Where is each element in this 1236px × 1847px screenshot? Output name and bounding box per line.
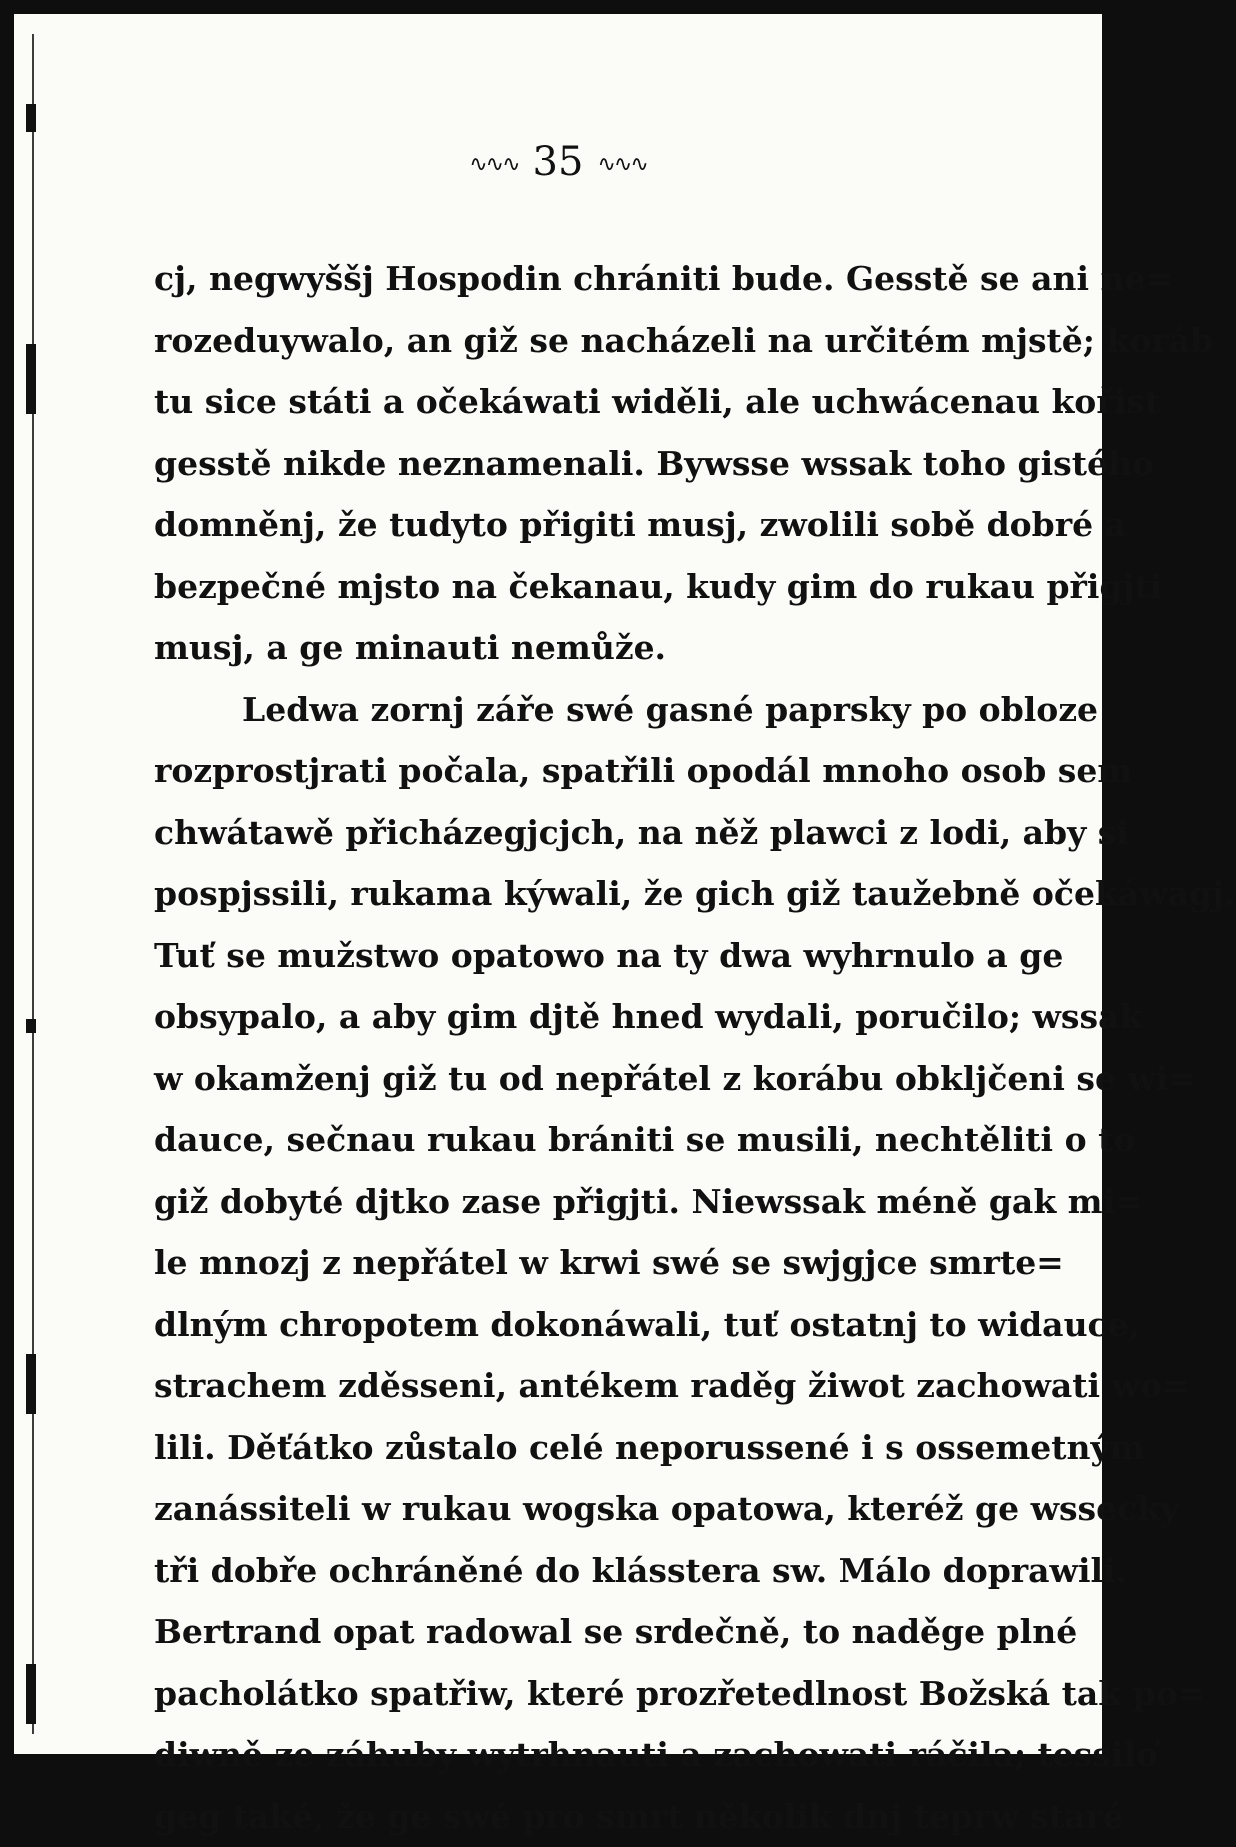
scan-edge-mark bbox=[26, 344, 36, 414]
scan-edge-mark bbox=[26, 1354, 36, 1414]
text-line: musj, a ge minauti nemůže. bbox=[154, 617, 984, 679]
text-line: strachem zděsseni, antékem raděg žiwot zachowati wo= bbox=[154, 1355, 984, 1417]
ornament-dash-right: ∿∿∿ bbox=[597, 154, 646, 176]
text-line: dauce, sečnau rukau brániti se musili, nechtěliti o to bbox=[154, 1109, 984, 1171]
text-line: zanássiteli w rukau wogska opatowa, kteréž ge wssecky bbox=[154, 1478, 984, 1540]
text-line: tu sice státi a očekáwati widěli, ale uchwácenau kořist bbox=[154, 371, 984, 433]
text-line: Ledwa zornj záře swé gasné paprsky po obloze bbox=[154, 679, 984, 741]
text-line: rozprostjrati počala, spatřili opodál mnoho osob sem bbox=[154, 740, 984, 802]
text-line: geg také, že ge swé pro smrt několik dnj teprw staré bbox=[154, 1786, 984, 1847]
page-number: 35 bbox=[533, 139, 584, 185]
scan-edge-mark bbox=[26, 104, 36, 132]
text-line: giž dobyté djtko zase přigjti. Niewssak méně gak mi= bbox=[154, 1171, 984, 1233]
text-line: chwátawě přicházegjcjch, na něž plawci z lodi, aby si bbox=[154, 802, 984, 864]
text-line: dlným chropotem dokonáwali, tuť ostatnj to widauce, bbox=[154, 1294, 984, 1356]
text-line: obsypalo, a aby gim djtě hned wydali, poručilo; wssak bbox=[154, 986, 984, 1048]
text-line: bezpečné mjsto na čekanau, kudy gim do rukau přigjti bbox=[154, 556, 984, 618]
scan-edge-mark bbox=[26, 1019, 36, 1033]
text-line: gesstě nikde neznamenali. Bywsse wssak toho gistého bbox=[154, 433, 984, 495]
book-page bbox=[14, 14, 1102, 1754]
text-line: Bertrand opat radowal se srdečně, to naděge plné bbox=[154, 1601, 984, 1663]
text-line: pacholátko spatřiw, které prozřetedlnost Božská tak po= bbox=[154, 1663, 984, 1725]
page-header bbox=[14, 142, 1102, 182]
text-line: diwně ze záhuby wytrhnauti a zachowati ráčila; tessilo̕ bbox=[154, 1724, 984, 1786]
text-line: lili. Děťátko zůstalo celé neporussené i s ossemetným bbox=[154, 1417, 984, 1479]
scan-edge-line bbox=[32, 34, 34, 1734]
body-text bbox=[154, 248, 984, 1847]
text-line: pospjssili, rukama kýwali, že gich giž taužebně očekáwagj. bbox=[154, 863, 984, 925]
text-line: Tuť se mužstwo opatowo na ty dwa wyhrnulo a ge bbox=[154, 925, 984, 987]
scan-edge-mark bbox=[26, 1664, 36, 1724]
text-line: rozeduywalo, an giž se nacházeli na určitém mjstě; koráb bbox=[154, 310, 984, 372]
text-line: cj, negwyššj Hospodin chrániti bude. Gesstě se ani ne= bbox=[154, 248, 984, 310]
text-line: le mnozj z nepřátel w krwi swé se swjgjce smrte= bbox=[154, 1232, 984, 1294]
text-line: domněnj, že tudyto přigiti musj, zwolili sobě dobré a bbox=[154, 494, 984, 556]
text-line: tři dobře ochráněné do klássterа sw. Málo doprawili. bbox=[154, 1540, 984, 1602]
text-line: w okamženj giž tu od nepřátel z korábu obkljčeni se wi= bbox=[154, 1048, 984, 1110]
ornament-dash-left: ∿∿∿ bbox=[469, 154, 518, 176]
